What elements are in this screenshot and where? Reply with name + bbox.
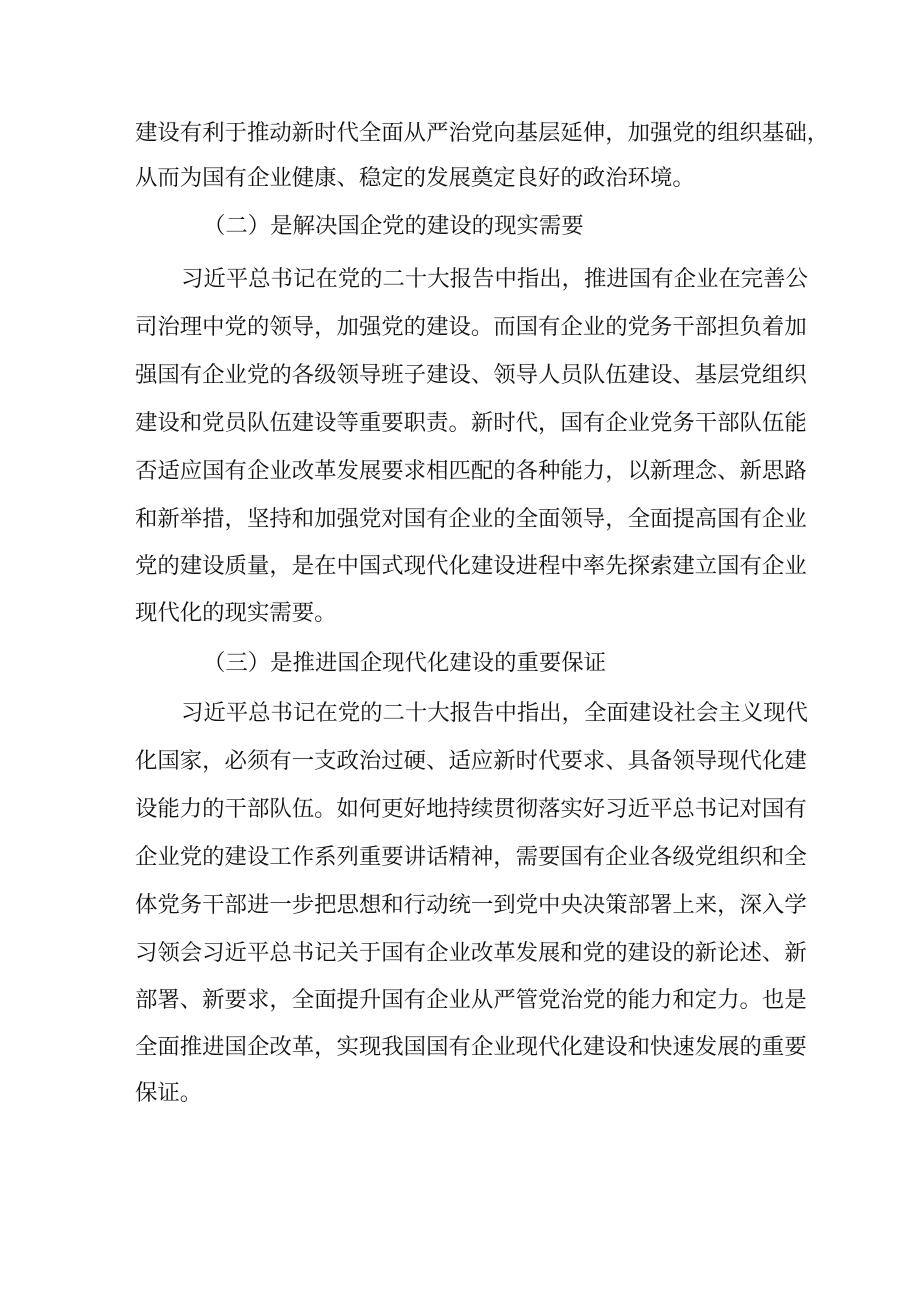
text-line: 现代化的现实需要。 (135, 600, 337, 626)
text-line: 化国家，必须有一支政治过硬、适应新时代要求、具备领导现代化建 (135, 748, 807, 774)
text-line: 体党务干部进一步把思想和行动统一到党中央决策部署上来，深入学 (135, 892, 807, 918)
text-line: 建设和党员队伍建设等重要职责。新时代，国有企业党务干部队伍能 (135, 410, 807, 436)
text-line: 司治理中党的领导，加强党的建设。而国有企业的党务干部担负着加 (135, 314, 807, 340)
text-line: 企业党的建设工作系列重要讲话精神，需要国有企业各级党组织和全 (135, 844, 807, 870)
text-line: 设能力的干部队伍。如何更好地持续贯彻落实好习近平总书记对国有 (135, 796, 807, 822)
section-heading: （三）是推进国企现代化建设的重要保证 (203, 650, 607, 676)
text-line: 习近平总书记在党的二十大报告中指出，推进国有企业在完善公 (181, 266, 808, 292)
text-line: 否适应国有企业改革发展要求相匹配的各种能力，以新理念、新思路 (135, 458, 807, 484)
section-heading: （二）是解决国企党的建设的现实需要 (203, 213, 584, 239)
text-line: 党的建设质量，是在中国式现代化建设进程中率先探索建立国有企业 (135, 553, 807, 579)
text-line: 从而为国有企业健康、稳定的发展奠定良好的政治环境。 (135, 165, 695, 191)
text-line: 和新举措，坚持和加强党对国有企业的全面领导，全面提高国有企业 (135, 506, 807, 532)
text-line: 强国有企业党的各级领导班子建设、领导人员队伍建设、基层党组织 (135, 362, 807, 388)
text-line: 全面推进国企改革，实现我国国有企业现代化建设和快速发展的重要 (135, 1034, 807, 1060)
text-line: 部署、新要求，全面提升国有企业从严管党治党的能力和定力。也是 (135, 987, 807, 1013)
text-line: 保证。 (135, 1080, 203, 1106)
text-line: 习领会习近平总书记关于国有企业改革发展和党的建设的新论述、新 (135, 940, 807, 966)
text-line: 建设有利于推动新时代全面从严治党向基层延伸，加强党的组织基础， (135, 120, 830, 146)
text-line: 习近平总书记在党的二十大报告中指出，全面建设社会主义现代 (181, 700, 808, 726)
